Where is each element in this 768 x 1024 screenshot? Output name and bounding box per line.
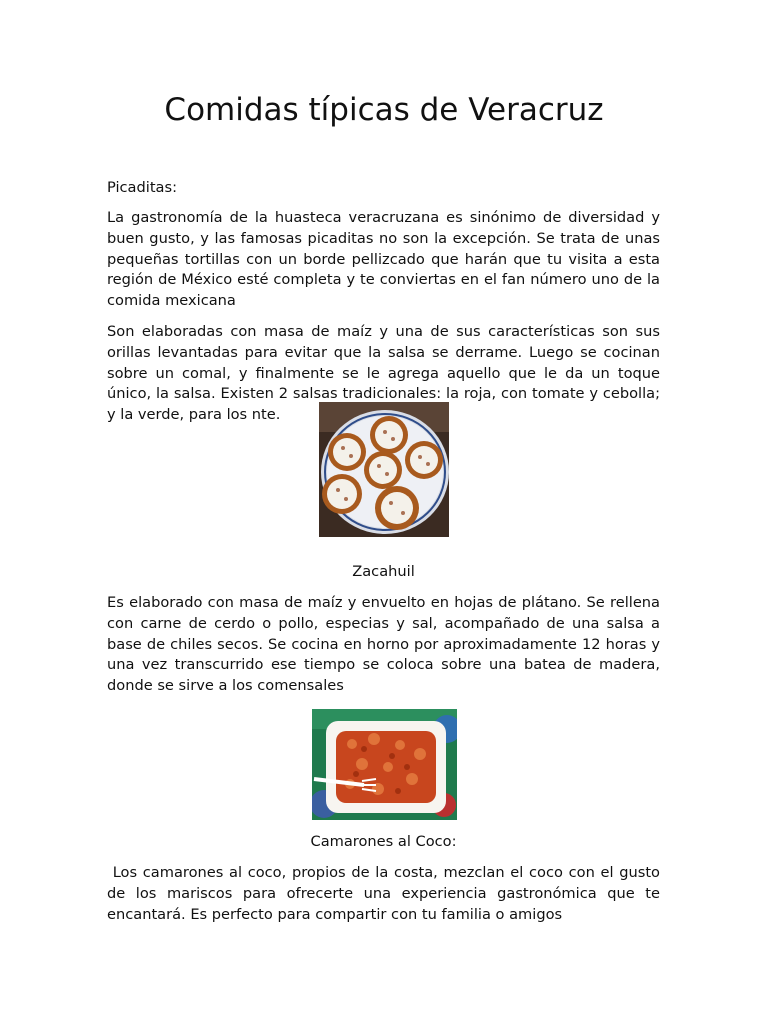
picaditas-heading: Picaditas: (107, 179, 178, 196)
picaditas-photo (319, 402, 449, 537)
camarones-heading: Camarones al Coco: (310, 833, 457, 850)
picaditas-paragraph-2: Son elaboradas con masa de maíz y una de sus características son sus orillas levantadas para evitar que la salsa se derrame. Luego se cocinan sobre un comal, y finalmente se le agrega aquello que le da un toque único, la salsa. Existen 2 salsas tradicionales: la roja, con tomate y cebolla; y la verde, para los nte. (107, 323, 660, 424)
zacahuil-photo (312, 709, 457, 820)
camarones-paragraph-1: Los camarones al coco, propios de la costa, mezclan el coco con el gusto de los mariscos para ofrecerte una experiencia gastronómica que te encantará. Es perfecto para compartir con tu familia o amigos (107, 864, 665, 923)
zacahuil-heading: Zacahuil (352, 563, 415, 580)
page-title: Comidas típicas de Veracruz (164, 92, 604, 128)
zacahuil-paragraph-1: Es elaborado con masa de maíz y envuelto en hojas de plátano. Se rellena con carne de cerdo o pollo, especias y sal, acompañado de una salsa a base de chiles secos. Se cocina en horno por aproximadamente 12 horas y una vez transcurrido ese tiempo se coloca sobre una batea de madera, donde se sirve a los comensales (107, 594, 660, 695)
picaditas-paragraph-1: La gastronomía de la huasteca veracruzana es sinónimo de diversidad y buen gusto, y las famosas picaditas no son la excepción. Se trata de unas pequeñas tortillas con un borde pellizcado que harán que tu visita a esta región de México esté completa y te conviertas en el fan número uno de la comida mexicana (107, 209, 660, 310)
